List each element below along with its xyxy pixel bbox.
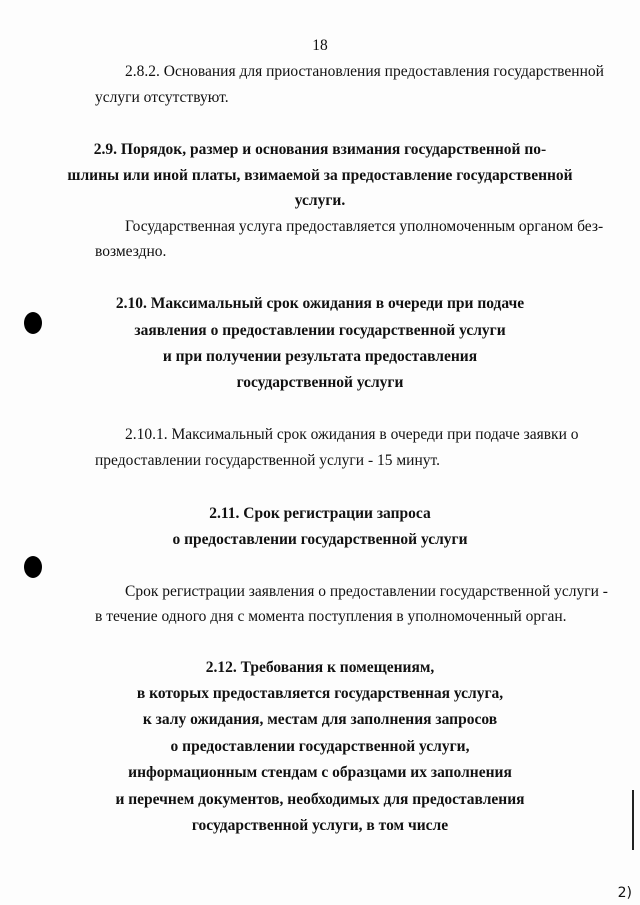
punch-hole-upper bbox=[24, 312, 42, 334]
heading-2-12-line-1: 2.12. Требования к помещениям, bbox=[205, 659, 435, 676]
heading-2-10-line-2: заявления о предоставлении государственной услуги bbox=[134, 322, 506, 339]
paragraph-2-8-2-line-2: услуги отсутствуют. bbox=[95, 89, 229, 106]
paragraph-2-9-line-2: возмездно. bbox=[95, 243, 167, 260]
scan-edge-line bbox=[632, 790, 634, 850]
heading-2-11-line-2: о предоставлении государственной услуги bbox=[172, 531, 468, 548]
heading-2-12-line-6: и перечнем документов, необходимых для предоставления bbox=[115, 791, 525, 808]
heading-2-11-line-1: 2.11. Срок регистрации запроса bbox=[209, 505, 431, 522]
paragraph-2-8-2-line-1: 2.8.2. Основания для приостановления предоставления государственной bbox=[125, 63, 604, 80]
paragraph-2-11-line-2: в течение одного дня с момента поступления в уполномоченный орган. bbox=[95, 608, 567, 625]
heading-2-10-line-3: и при получении результата предоставления bbox=[162, 348, 478, 365]
handwritten-mark: 2) bbox=[617, 885, 632, 901]
heading-2-9-line-2: шлины или иной платы, взимаемой за предоставление государственной bbox=[67, 167, 573, 184]
punch-hole-lower bbox=[24, 556, 42, 578]
heading-2-10-line-4: государственной услуги bbox=[236, 374, 404, 391]
page-number: 18 bbox=[312, 37, 328, 54]
paragraph-2-11-line-1: Срок регистрации заявления о предоставлении государственной услуги - bbox=[125, 583, 608, 600]
heading-2-12-line-7: государственной услуги, в том числе bbox=[191, 817, 449, 834]
heading-2-12-line-3: к залу ожидания, местам для заполнения запросов bbox=[142, 711, 498, 728]
paragraph-2-10-1-line-1: 2.10.1. Максимальный срок ожидания в очереди при подаче заявки о bbox=[125, 426, 579, 443]
heading-2-10-line-1: 2.10. Максимальный срок ожидания в очереди при подаче bbox=[115, 295, 525, 312]
paragraph-2-10-1-line-2: предоставлении государственной услуги - 15 минут. bbox=[95, 452, 440, 469]
heading-2-12-line-5: информационным стендам с образцами их заполнения bbox=[128, 764, 512, 781]
heading-2-9-line-1: 2.9. Порядок, размер и основания взимания государственной по- bbox=[93, 141, 547, 158]
heading-2-12-line-4: о предоставлении государственной услуги, bbox=[170, 738, 470, 755]
heading-2-12-line-2: в которых предоставляется государственная услуга, bbox=[136, 685, 504, 702]
paragraph-2-9-line-1: Государственная услуга предоставляется уполномоченным органом без- bbox=[125, 218, 604, 235]
heading-2-9-line-3: услуги. bbox=[294, 192, 346, 209]
